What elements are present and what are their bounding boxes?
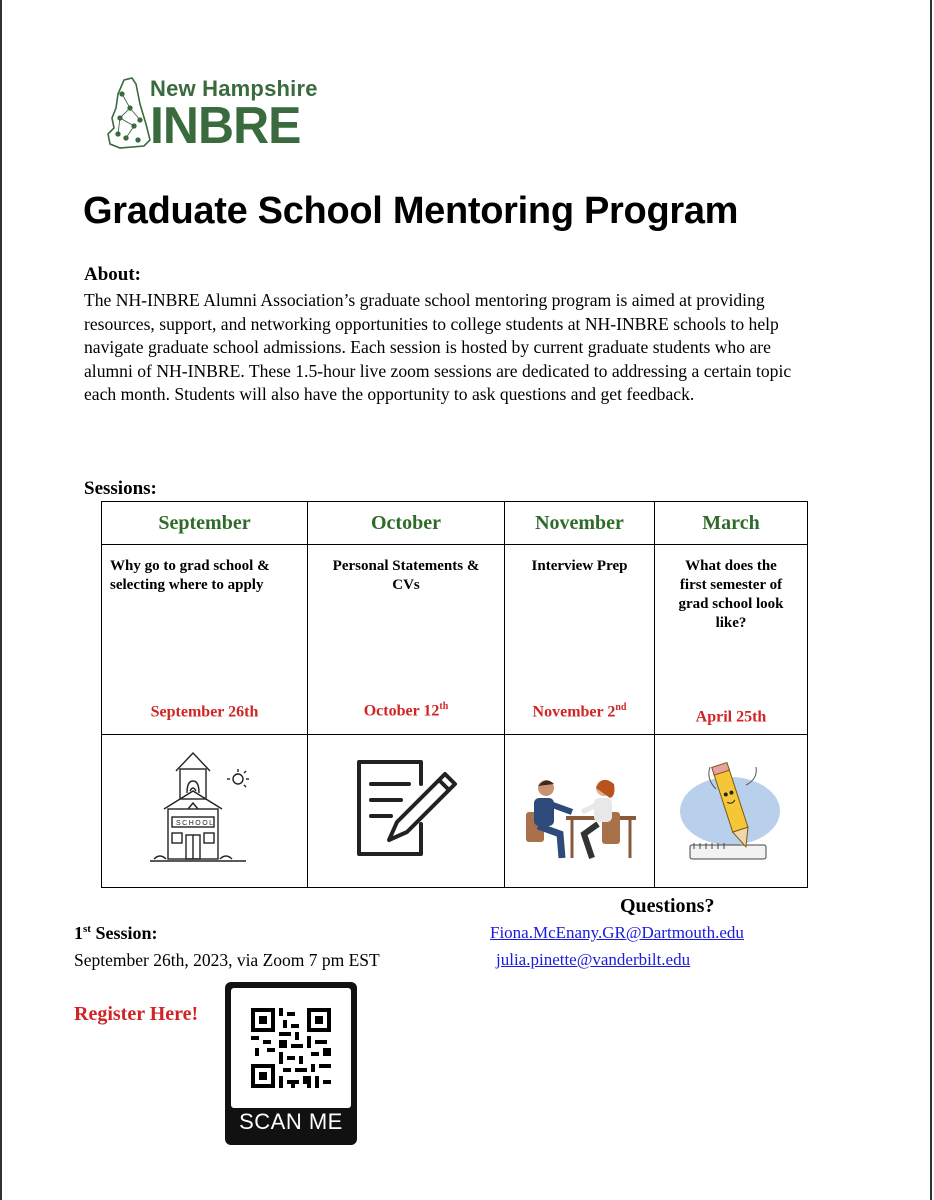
- pencil-notebook-icon: [676, 749, 786, 869]
- date-november: November 2nd: [532, 702, 627, 721]
- month-september: September: [102, 502, 308, 545]
- email-link-julia[interactable]: julia.pinette@vanderbilt.edu: [496, 950, 691, 969]
- image-cell-september: [102, 735, 308, 888]
- topic-september: Why go to grad school & selecting where to apply: [110, 558, 270, 593]
- document-pencil-icon: [351, 754, 461, 864]
- date-september: September 26th: [150, 703, 259, 721]
- sessions-heading: Sessions:: [84, 478, 157, 499]
- sessions-table: [101, 501, 808, 888]
- month-october: October: [308, 502, 505, 545]
- session-cell-september: [102, 545, 308, 735]
- image-cell-october: [308, 735, 505, 888]
- image-cell-november: [505, 735, 655, 888]
- topic-november: Interview Prep: [531, 558, 628, 574]
- email-link-fiona[interactable]: Fiona.McEnany.GR@Dartmouth.edu: [490, 923, 744, 942]
- month-november: November: [505, 502, 655, 545]
- month-march: March: [655, 502, 808, 545]
- page-title: Graduate School Mentoring Program: [83, 190, 739, 232]
- session-cell-march: [655, 545, 808, 735]
- about-text: The NH-INBRE Alumni Association’s graduate school mentoring program is aimed at providing resources, support, and networking opportunities to college students at NH-INBRE schools to help navigate graduate school admissions. Each session is hosted by current graduate students who are alumni of NH-INBRE. These 1.5-hour live zoom sessions are dedicated to addressing a certain topic each month. Students will also have the opportunity to ask questions and get feedback.: [84, 290, 792, 404]
- qr-code-pattern: [231, 988, 351, 1108]
- image-cell-march: [655, 735, 808, 888]
- session-cell-october: [308, 545, 505, 735]
- topic-october: Personal Statements & CVs: [332, 558, 480, 593]
- schoolhouse-icon: [150, 749, 260, 869]
- date-october: October 12th: [363, 701, 449, 720]
- svg-text:SCHOOL: SCHOOL: [175, 819, 215, 827]
- qr-scan-label: SCAN ME: [239, 1109, 343, 1134]
- interview-icon: [520, 754, 640, 864]
- qr-code[interactable]: [225, 982, 357, 1145]
- topic-march: What does the first semester of grad school look like?: [678, 558, 784, 631]
- questions-heading: Questions?: [620, 895, 715, 917]
- first-session-heading: 1st Session:: [74, 923, 158, 943]
- first-session-details: September 26th, 2023, via Zoom 7 pm EST: [74, 950, 380, 970]
- register-label[interactable]: Register Here!: [74, 1003, 199, 1025]
- session-cell-november: [505, 545, 655, 735]
- about-heading: About:: [84, 264, 142, 285]
- logo-acronym: INBRE: [150, 97, 301, 155]
- date-march: April 25th: [695, 708, 767, 726]
- logo-name: New Hampshire: [150, 76, 318, 101]
